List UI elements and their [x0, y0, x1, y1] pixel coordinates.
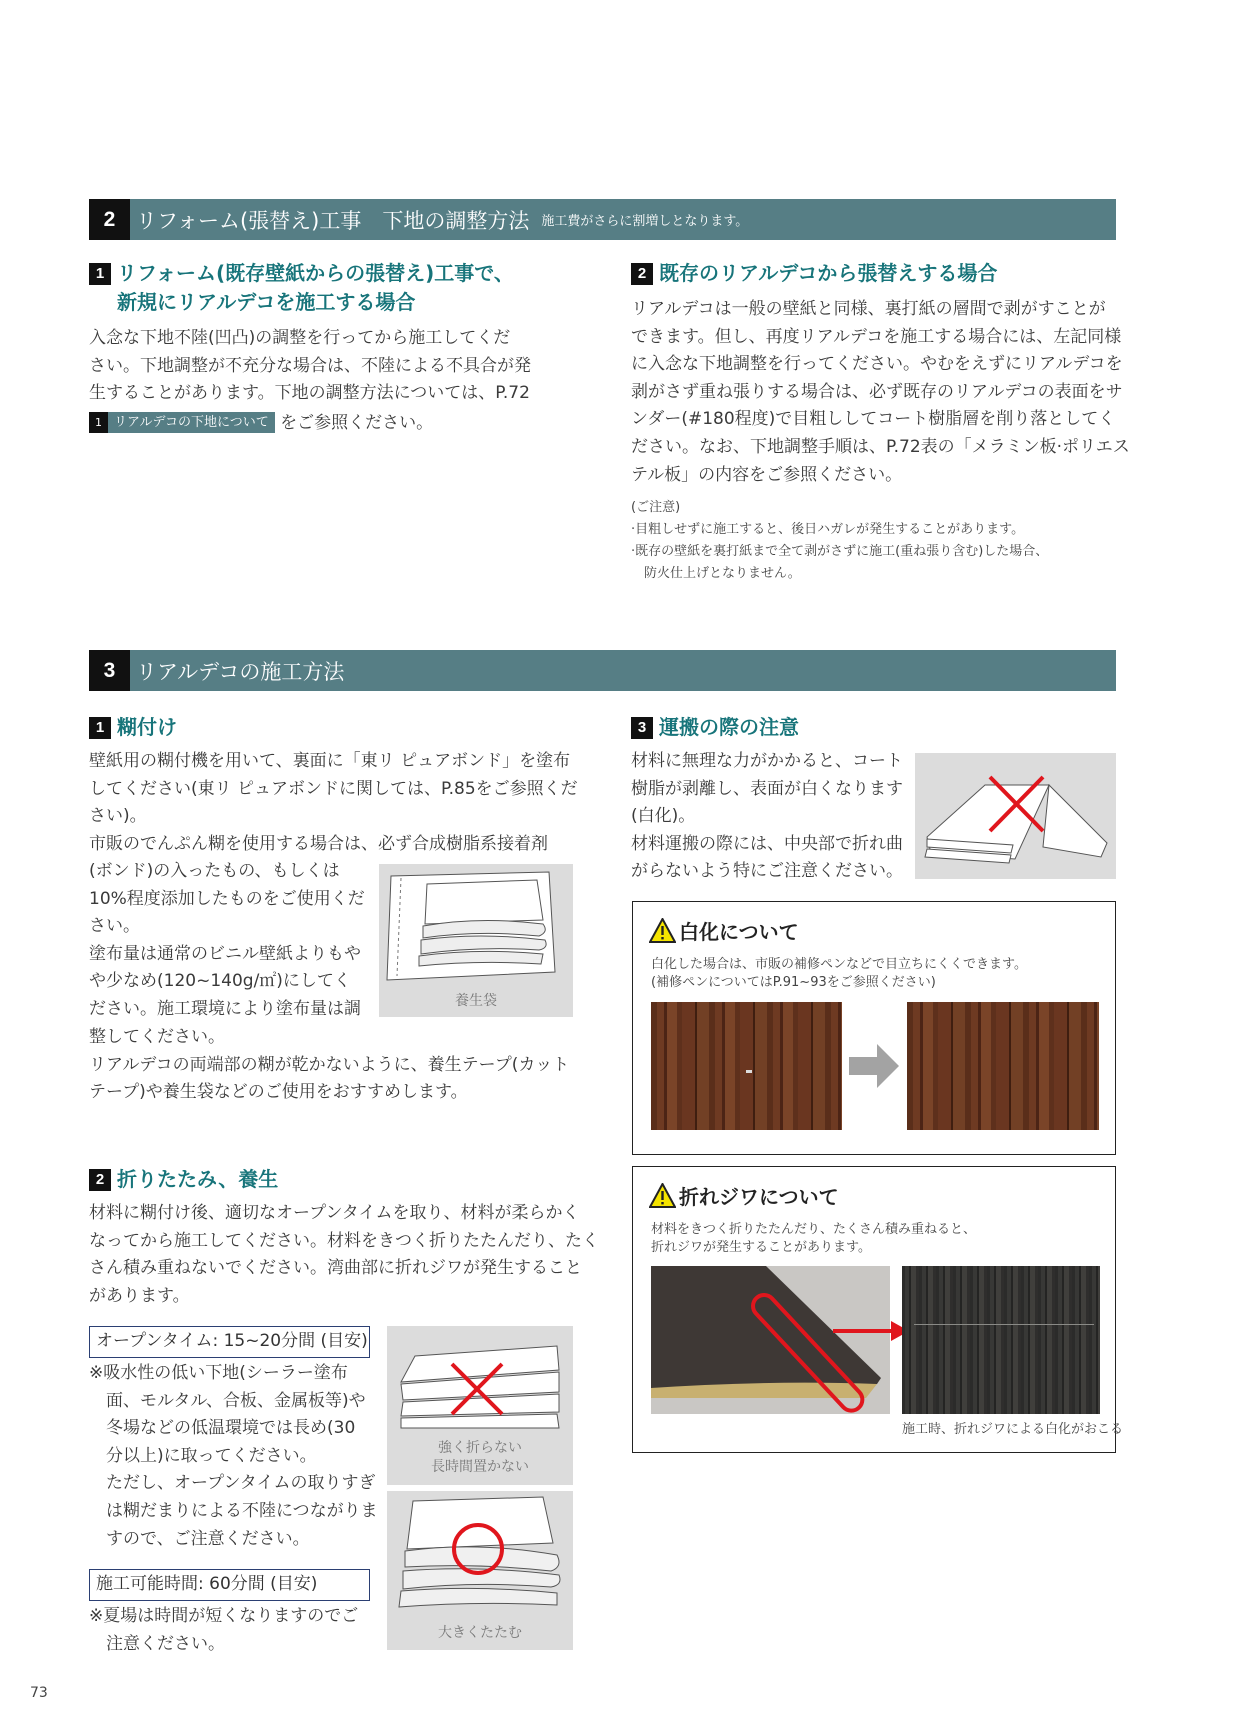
text-line: できます。但し、再度リアルデコを施工する場合には、左記同様 [631, 326, 1122, 347]
paragraph-transport [631, 748, 911, 886]
subheading-reform-existing [631, 259, 997, 288]
paragraph-folding [89, 1200, 599, 1310]
text-line: 材料運搬の際には、中央部で折れ曲 [631, 833, 903, 854]
text-line: 市販のでんぷん糊を使用する場合は、必ず合成樹脂系接着剤 [89, 833, 548, 854]
subheading-number: 3 [631, 717, 653, 739]
open-time-notes [89, 1360, 378, 1553]
text-line: ンダー(#180程度)で目粗ししてコート樹脂層を削り落としてく [631, 409, 1116, 430]
figure-transport-bad [915, 753, 1116, 879]
reference-suffix: をご参照ください。 [280, 413, 434, 433]
warning-icon [649, 918, 676, 943]
text-line: 防火仕上げとなりません。 [631, 566, 801, 581]
subheading-title: 運搬の際の注意 [659, 715, 799, 739]
text-line: さん積み重ねないでください。湾曲部に折れジワが発生すること [89, 1258, 582, 1279]
text-line: なってから施工してください。材料をきつく折りたたんだり、たく [89, 1230, 599, 1251]
photo-whitened-wood [651, 1002, 842, 1130]
figure-caption: 大きくたたむ [438, 1625, 522, 1641]
text-line: (補修ペンについてはP.91~93をご参照ください) [651, 975, 936, 990]
subheading-folding [89, 1165, 278, 1194]
arrow-red-icon [833, 1319, 911, 1343]
paragraph-reform-existing [631, 296, 1130, 489]
subheading-reform-new [89, 259, 514, 317]
text-line: テル板」の内容をご参照ください。 [631, 464, 903, 485]
text-line: 白化した場合は、市販の補修ペンなどで目立ちにくくできます。 [651, 957, 1027, 972]
paragraph-paste-b [89, 858, 365, 1024]
subheading-title: 糊付け [117, 715, 177, 739]
subheading-paste [89, 713, 177, 742]
text-line: に入念な下地調整を行ってください。やむをえずにリアルデコを [631, 354, 1123, 375]
text-line: 冬場などの低温環境では長め(30 [89, 1418, 356, 1439]
whitening-box [632, 901, 1116, 1155]
text-line: (ご注意) [631, 500, 681, 515]
figure-curing-bag [379, 864, 573, 1017]
reference-number: 1 [89, 412, 108, 433]
reference-line [89, 410, 433, 438]
section-header-2 [89, 199, 1116, 240]
crease-box [632, 1166, 1124, 1453]
text-line: テープ)や養生袋などのご使用をおすすめします。 [89, 1082, 468, 1103]
page-number: 73 [30, 1685, 48, 1701]
subheading-title: 既存のリアルデコから張替えする場合 [659, 261, 998, 285]
subheading-transport [631, 713, 799, 742]
text-line: すので、ご注意ください。 [89, 1528, 310, 1549]
text-line: は糊だまりによる不陸につながりま [89, 1500, 378, 1521]
text-line: ※夏場は時間が短くなりますのでご [89, 1606, 359, 1626]
paragraph-paste-a [89, 748, 578, 858]
text-line: 強く折らない [438, 1440, 522, 1456]
arrow-right-icon [847, 1042, 901, 1090]
subheading-number: 2 [631, 263, 653, 285]
photo-caption: 施工時、折れジワによる白化がおこる [902, 1422, 1124, 1437]
work-time-label: 施工可能時間: 60分間 (目安) [89, 1569, 370, 1601]
text-line: 材料をきつく折りたたんだり、たくさん積み重ねると、 [651, 1222, 977, 1237]
section-subtitle: 施工費がさらに割増しとなります。 [541, 214, 749, 229]
section-number: 2 [89, 199, 130, 240]
section-number: 3 [89, 650, 130, 691]
figure-caption: 養生袋 [455, 993, 497, 1009]
box-text [651, 956, 1027, 992]
text-line: 分以上)に取ってください。 [89, 1445, 317, 1466]
text-line: 塗布量は通常のビニル壁紙よりもや [89, 943, 361, 964]
photo-repaired-wood [907, 1002, 1099, 1130]
warning-icon [649, 1183, 676, 1208]
section-title: リフォーム(張替え)工事 下地の調整方法 [136, 208, 530, 233]
text-line: 折れジワが発生することがあります。 [651, 1240, 871, 1255]
text-line: 面、モルタル、合板、金属板等)や [89, 1390, 366, 1411]
text-line: 整してください。 [89, 1027, 225, 1047]
subheading-title: 折りたたみ、養生 [117, 1167, 279, 1191]
fold-bad-illustration [387, 1326, 573, 1436]
text-line: 樹脂が剥離し、表面が白くなります [631, 778, 903, 799]
text-line: さい。下地調整が不充分な場合は、不陸による不具合が発 [89, 355, 531, 376]
work-time-notes [89, 1603, 358, 1658]
text-line: 生することがあります。下地の調整方法については、P.72 [89, 383, 530, 404]
caution-notes [631, 497, 1048, 585]
subheading-number: 1 [89, 263, 111, 285]
transport-bend-illustration [915, 753, 1116, 879]
box-text [651, 1221, 976, 1257]
subheading-number: 2 [89, 1169, 111, 1191]
text-line: さい)。 [89, 806, 147, 827]
reference-link[interactable]: リアルデコの下地について [108, 412, 275, 433]
text-line: ·目粗しせずに施工すると、後日ハガレが発生することがあります。 [631, 522, 1025, 537]
paragraph-reform-new [89, 325, 531, 408]
text-line: がらないよう特にご注意ください。 [631, 861, 903, 882]
box-title [649, 916, 799, 945]
subheading-line: リフォーム(既存壁紙からの張替え)工事で、 [117, 261, 514, 285]
text-line: リアルデコの両端部の糊が乾かないように、養生テープ(カット [89, 1054, 570, 1075]
section-title: リアルデコの施工方法 [136, 659, 345, 684]
curing-bag-illustration [379, 864, 573, 994]
text-line: や少なめ(120~140g/㎡)にしてく [89, 971, 351, 992]
text-line: 長時間置かない [431, 1459, 529, 1475]
figure-fold-bad [387, 1326, 573, 1485]
text-line: 壁紙用の糊付機を用いて、裏面に「東リ ピュアボンド」を塗布 [89, 751, 571, 771]
figure-caption [387, 1439, 573, 1477]
text-line: ※吸水性の低い下地(シーラー塗布 [89, 1363, 348, 1383]
section-header-3 [89, 650, 1116, 691]
text-line: ·既存の壁紙を裏打紙まで全て剥がさずに施工(重ね張り含む)した場合、 [631, 544, 1049, 559]
photo-crease-whitening [902, 1266, 1100, 1414]
text-line: があります。 [89, 1285, 190, 1306]
box-title-text: 折れジワについて [679, 1185, 839, 1209]
text-line: ださい。施工環境により塗布量は調 [89, 998, 361, 1019]
text-line: (白化)。 [631, 806, 696, 827]
box-title-text: 白化について [679, 920, 799, 944]
text-line: 材料に無理な力がかかると、コート [631, 751, 903, 771]
text-line: 入念な下地不陸(凹凸)の調整を行ってから施工してくだ [89, 328, 511, 348]
subheading-number: 1 [89, 717, 111, 739]
fold-good-illustration [387, 1491, 573, 1621]
text-line: リアルデコは一般の壁紙と同様、裏打紙の層間で剥がすことが [631, 299, 1106, 319]
text-line: 剥がさず重ね張りする場合は、必ず既存のリアルデコの表面をサ [631, 381, 1123, 402]
text-line: 材料に糊付け後、適切なオープンタイムを取り、材料が柔らかく [89, 1203, 580, 1223]
text-line: (ボンド)の入ったもの、もしくは [89, 861, 340, 881]
paragraph-paste-c [89, 1024, 569, 1107]
box-title [649, 1181, 839, 1210]
text-line: 注意ください。 [89, 1633, 225, 1654]
text-line: ださい。なお、下地調整手順は、P.72表の「メラミン板·ポリエス [631, 436, 1130, 457]
open-time-label: オープンタイム: 15~20分間 (目安) [89, 1326, 370, 1358]
text-line: さい。 [89, 916, 140, 937]
subheading-line: 新規にリアルデコを施工する場合 [117, 290, 416, 314]
text-line: 10%程度添加したものをご使用くだ [89, 888, 365, 909]
figure-fold-good [387, 1491, 573, 1650]
text-line: ただし、オープンタイムの取りすぎ [89, 1473, 376, 1494]
text-line: してください(東リ ピュアボンドに関しては、P.85をご参照くだ [89, 778, 578, 799]
